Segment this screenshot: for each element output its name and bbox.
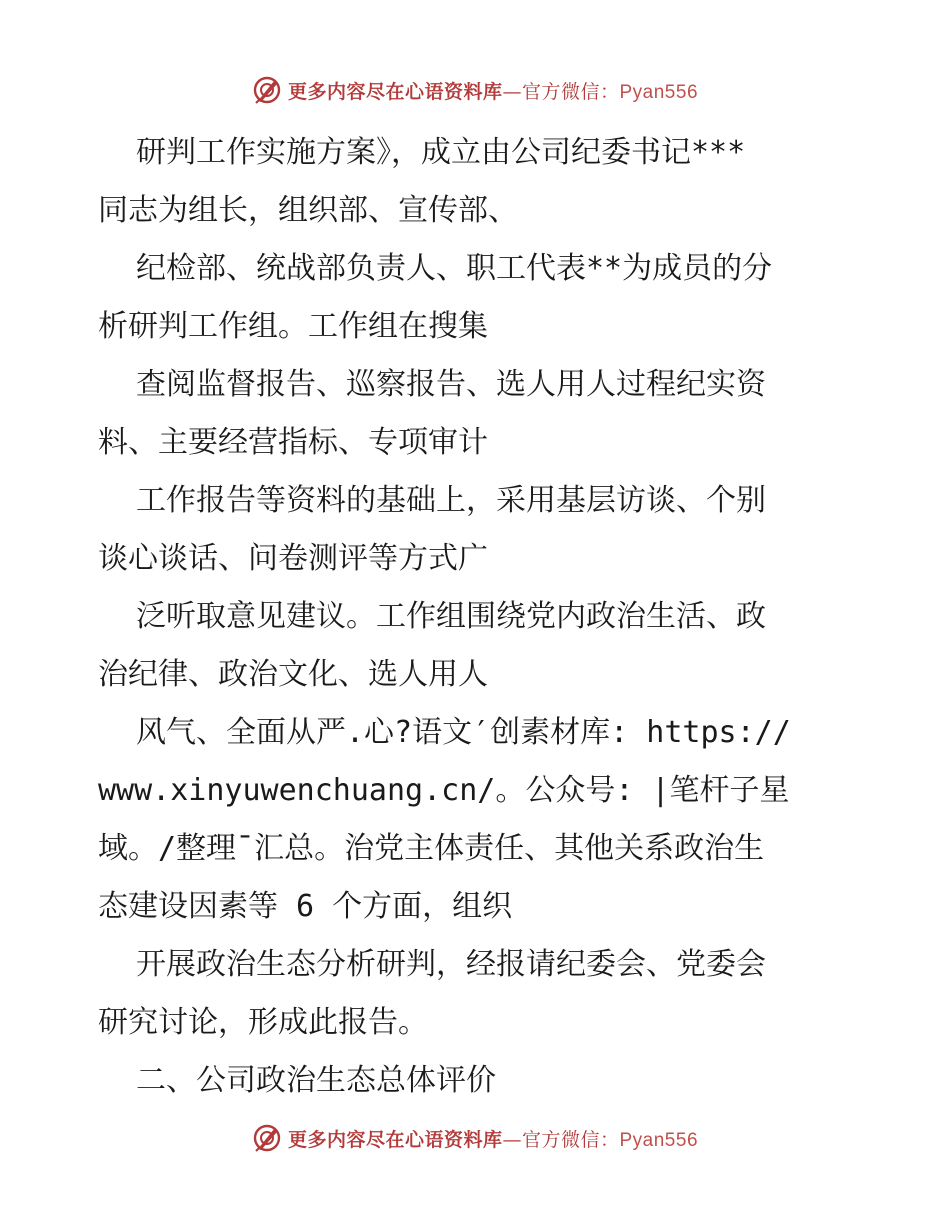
- paragraph-line: www.xinyuwenchuang.cn/。公众号: |笔杆子星: [98, 773, 790, 808]
- banner-wechat-id: Pyan556: [619, 1129, 699, 1151]
- paragraph-line: 研究讨论，形成此报告。: [98, 1005, 428, 1040]
- footer-banner: [0, 1120, 950, 1156]
- paragraph-line: 谈心谈话、问卷测评等方式广: [98, 541, 488, 576]
- banner-wechat-label: 官方微信：: [521, 80, 620, 103]
- paragraph-line: 域。/整理¯汇总。治党主体责任、其他关系政治生: [98, 831, 765, 866]
- paragraph-line: 开展政治生态分析研判，经报请纪委会、党委会: [136, 947, 766, 982]
- paragraph-line: 料、主要经营指标、专项审计: [98, 425, 488, 460]
- section-heading: 二、公司政治生态总体评价: [136, 1063, 496, 1098]
- header-banner-text: [288, 77, 698, 104]
- footer-banner-content: [252, 1123, 698, 1153]
- footer-banner-text: [288, 1125, 698, 1152]
- banner-wechat-id: Pyan556: [619, 81, 699, 103]
- banner-title: 更多内容尽在心语资料库: [287, 80, 503, 103]
- paragraph-line: 研判工作实施方案》，成立由公司纪委书记***: [136, 135, 746, 170]
- quill-emblem-icon: [252, 75, 282, 105]
- quill-emblem-icon: [252, 1123, 282, 1153]
- paragraph-line: 态建设因素等 6 个方面，组织: [98, 889, 513, 924]
- paragraph-line: 风气、全面从严.心?语文′创素材库: https://: [136, 715, 791, 750]
- header-banner: [0, 72, 950, 108]
- paragraph-line: 同志为组长，组织部、宣传部、: [98, 193, 518, 228]
- banner-wechat-label: 官方微信：: [521, 1128, 620, 1151]
- banner-separator: —: [502, 1128, 522, 1151]
- paragraph-line: 纪检部、统战部负责人、职工代表**为成员的分: [136, 251, 773, 286]
- banner-title: 更多内容尽在心语资料库: [287, 1128, 503, 1151]
- paragraph-line: 泛听取意见建议。工作组围绕党内政治生活、政: [136, 599, 766, 634]
- paragraph-line: 析研判工作组。工作组在搜集: [98, 309, 488, 344]
- banner-separator: —: [502, 80, 522, 103]
- header-banner-content: [252, 75, 698, 105]
- paragraph-line: 查阅监督报告、巡察报告、选人用人过程纪实资: [136, 367, 766, 402]
- document-body: [98, 124, 858, 1110]
- paragraph-line: 工作报告等资料的基础上，采用基层访谈、个别: [136, 483, 766, 518]
- paragraph-line: 治纪律、政治文化、选人用人: [98, 657, 488, 692]
